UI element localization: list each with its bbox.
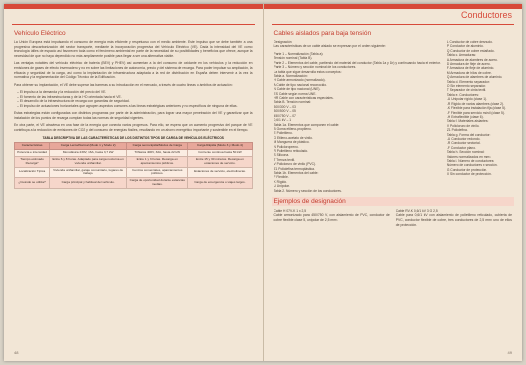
left-page [4,4,264,361]
table-line: D Armadura de fleje de acero. [446,62,491,67]
table-cell: Monofásica 230V, 16A, hasta 3,7 kW [50,150,127,157]
table-line: Tabla 1a. Elementos que componen el cable: [273,122,340,127]
bullet-item: – El fomento de las infraestructuras y de la I+D orientada hacia el VE. [17,94,122,99]
table-line: -R Rígido de varios alambres (clase 2). [446,101,504,106]
paragraph: Las características de un cable aislado se expresan por el orden siguiente: [273,44,386,49]
table-line: N Policloropreno. [273,144,299,149]
table-line: E Polietileno. [273,131,293,136]
table-line: V Policloruro de vinilo. [446,123,480,128]
table-line: O Sin elemento separador. [446,84,487,89]
charging-types-table [14,142,253,188]
table-line: R Polietileno reticulado. [273,148,309,153]
table-cell: Centros comerciales, aparcamientos públicos. [127,167,188,178]
table-cell: ¿Cuándo se utiliza? [15,178,50,189]
table-row [15,156,253,167]
table-line: A Armadura de alambres de acero. [446,57,498,62]
table-line: P Conductor de aluminio. [446,44,484,49]
table-cell: Entre 6 y 8 horas. Adaptado para carga nocturna en vivienda unifamiliar. [50,156,127,167]
table-row [15,167,253,178]
table-line: T Separador de cinta textil. [446,88,487,93]
table-cell: Localización Típica [15,167,50,178]
table-line: U Unipolar. [273,184,290,189]
table-line: Q Conductor de cobre estañado. [446,48,495,53]
table-line: -R Conductor sectorial. [446,141,481,146]
bullet-item: – El impulso de actuaciones horizontales que agrupen aspectos comunes a las líneas estratégicas anteriores y no específicos de ninguna de ellas. [17,103,238,108]
table-line: T Trenza textil. [273,157,296,162]
two-column-body [274,40,513,193]
page-number: 49 [507,350,512,355]
table-cell: Carga principal y habitual del vehículo. [50,178,127,189]
table-line: V Policloruro de vinilo (PVC). [273,162,317,167]
table-line: M Armadura de hilos de cobre. [446,70,492,75]
right-column [447,40,512,193]
example-text: Cable para 0,6/1 kV con aislamiento de polietileno reticulado, cubierta de PVC, conductor flexible de cobre, tres conductores de 2,5 mm² uno de ellos de protección. [395,213,512,227]
book-spread [4,4,522,361]
table-line: Z1 Poliolefina. [446,128,468,133]
example-left [274,209,390,230]
table-cell: Trifásica 400V, 32A, hasta 22 kW [127,150,188,157]
table-line: Parte 3 – Número y sección nominal de los conductores. [273,65,357,70]
section-title: Ejemplos de designación [272,197,515,206]
paragraph: Las ventajas notables del vehículo eléctrico de batería (BEV) y PHEV) así aumentan a la del consumo de oxidante en los vehículos y la reducción en emisiones de gases de efecto invernadero y no en sobre las limitaciones de autonomía, precio y del sistema de recarga. Para poder impulsar su ampliación, la eficacia y seguridad de la carga, así como la implantación de infraestructura adaptada a la red de distribución en España deben intervenir a la vez la normativa y la reglamentación del Código Técnico de la Edificación. [14,61,253,80]
table-line: ES Cable según norma UNE. [273,91,317,96]
table-cell: Carga de oportunidad durante estancias medias. [127,178,188,189]
paragraph: En otra parte, el VE atraviesa en una fase de la energía que conecta varios progresos. Para ello, se espera que un aumento progresivo del parque de VE contribuya a la reducción de emisiones de CO2 y del consumo de energías fósiles, resultando en un ahorro energético importante y sostenible en el tiempo. [14,123,253,132]
table-line: 0,6/1 kV – 1 [273,118,292,123]
table-line: Tabla e. Conductores: [446,92,479,97]
table-row [15,178,253,189]
table-title: TABLA DESCRIPTIVA DE LAS CARACTERÍSTICAS DE LOS DISTINTOS TIPOS DE CARGA DE VEHÍCULOS ELÉCTRICOS [42,136,224,141]
section-title: Vehículo Eléctrico [14,30,66,37]
table-line: Número de conductores x sección. [446,163,498,168]
table-cell: Vivienda unifamiliar, garaje comunitario, lugares de trabajo. [50,167,127,178]
subheading: Designación [273,40,292,44]
table-header-cell: Carga Lenta/Normal (Modo 1 y Modo 2) [50,143,127,150]
table-line: M Manguera de plástico. [273,140,310,145]
table-line: S Silicona. [273,153,290,158]
table-line: 300/300 V – 03 [273,104,296,109]
example-text: Cable armonizado para 450/750 V, con aislamiento de PVC, conductor de cobre flexible clase 5, unipolar de 2,5 mm². [273,213,390,222]
list-intro: Para obtener su implantación, el VE debe superar las barreras a su introducción en el mercado, a través de cuatro líneas o ámbitos de actuación: [14,82,233,87]
left-page-content [14,30,253,189]
table-line: Valores normalizados en mm². [446,154,492,159]
section-title: Cables aislados para baja tensión [273,30,372,37]
table-line: Tabla B. Tensión nominal: [273,100,312,105]
table-line: -U Unipolar rígido (clase 1). [446,97,488,102]
table-line: L Conductor de cobre desnudo. [446,40,493,44]
table-line: A Cable de tipo nacional reconocido. [273,82,328,87]
example-label: Cable RV-K 0,6/1 kV 3 G 2,5 [395,209,438,213]
table-line: Tabla h. Sección nominal: [446,150,485,155]
table-line: -H Extraflexible (clase 6). [446,114,484,119]
paragraph: Estas estrategias están configuradas con distintos programas por parte de la administración, para lograr una mayor penetración del VE y garantizar que la instalación de los puntos de recarga cumplan todas las normas de seguridad vigentes. [14,110,253,120]
table-line: N Cable de tipo nacional (UNE). [273,87,321,92]
table-line: Tabla 1b. Elementos del cable: [273,170,319,175]
table-header-cell: Características [15,143,50,150]
example-right [396,209,512,230]
table-line: K Rígido. [273,179,288,184]
table-line: Tensión nominal (Tabla B). [273,56,313,61]
table-line: H Cable armonizado (normalizado). [273,78,326,83]
table-cell: Corriente continua hasta 50 kW [188,150,252,157]
table-line: B Goma etileno-propileno. [273,126,312,131]
table-cell: Potencia e intensidad [15,150,50,157]
table-line: F Flexible. [273,175,289,180]
table-line: -U Conductor redondo. [446,136,481,141]
table-line: Tabla i. Número de conductores: [446,158,495,163]
table-row [15,150,253,157]
table-line: Tabla d. Elemento separador: [446,79,490,84]
page-number: 48 [14,350,19,355]
examples-body [274,209,513,230]
table-line: G Etileno-acetato de vinilo. [273,135,313,140]
left-column [274,40,441,193]
table-cell: Estaciones de servicio, electrolineras. [188,167,252,178]
table-line: X Sin conductor de protección. [446,172,492,177]
table-cell: Carga de emergencia o viajes largos. [188,178,252,189]
bullet-item: – El desarrollo de la infraestructura de recarga con garantías de seguridad. [17,99,130,104]
table-cell: Tiempo estimado Recarga* [15,156,50,167]
right-page-content [274,30,513,230]
table-line: HR Cable con características especiales. [273,96,334,101]
table-header-row [15,143,253,150]
right-page [264,4,523,361]
table-line: La tabla que sigue desarrolla estos conceptos: [273,69,342,74]
table-cell: Entre 15 y 30 minutos. Recarga en estaciones de servicio. [188,156,252,167]
table-line: 300/500 V – 05 [273,109,296,114]
table-line: Parte 1 – Normalización (Tabla a): [273,52,324,56]
table-line: Tabla g. Forma del conductor: [446,132,491,137]
running-header-title: Conductores [460,10,512,20]
table-line: -K Flexible para instalación fija (clase 5). [446,106,507,111]
table-line: Tabla f. Materiales aislantes: [446,119,489,124]
table-line: Z1 Poliolefina termoplástica. [273,166,315,171]
paragraph: La Unión Europea está impulsando el consumo de energía más eficiente y respetuoso con el medio ambiente. Este impulso que se debe también a una progresiva descarbonización del sector transporte, mediante la incorporación progresiva del Vehículo Eléctrico (VE). Dada la intensidad del VE como tecnología útiles de espacio así favorecen toda como el fenómeno ambiental en parte de la necesidad de su posibilidades y beneficios que ofrece, aunque la necesidad de que no haya dependido no más ampliamente posible para llegar a ser una alternativa viable. [14,40,253,58]
right-page-header [264,9,523,26]
table-line: F Armadura de fleje de aluminio. [446,66,495,71]
table-line: Tabla c. Armaduras: [446,53,476,58]
table-line: -F Conductor plano. [446,145,476,150]
left-page-header [4,9,263,26]
table-line: Q Armadura de alambres de aluminio. [446,75,503,80]
example-label: Cable H 07V-K 1 x 2,5 [273,209,307,213]
table-line: G Conductor de protección. [446,167,488,172]
bullet-item: – El impulso a la demanda y la reducción del precio del VE. [17,90,107,95]
table-line: Tabla 2. Número y sección de los conductores. [273,188,342,193]
table-line: -F Flexible para servicio móvil (clase 5). [446,110,505,115]
table-line: Parte 2 – Elementos del cable, partiendo del material del conductor (Tabla 1a y 1b) y continuando hacia el exterior. [273,60,441,65]
table-header-cell: Carga semi-rápida/Modos de Carga [127,143,188,150]
table-header-cell: Carga Rápida (Modo 3 y Modo 4) [188,143,252,150]
table-line: Tabla a. Normalización: [273,74,308,79]
table-line: 450/750 V – 07 [273,113,296,118]
table-cell: Entre 1 y 3 horas. Recarga en aparcamientos públicos. [127,156,188,167]
